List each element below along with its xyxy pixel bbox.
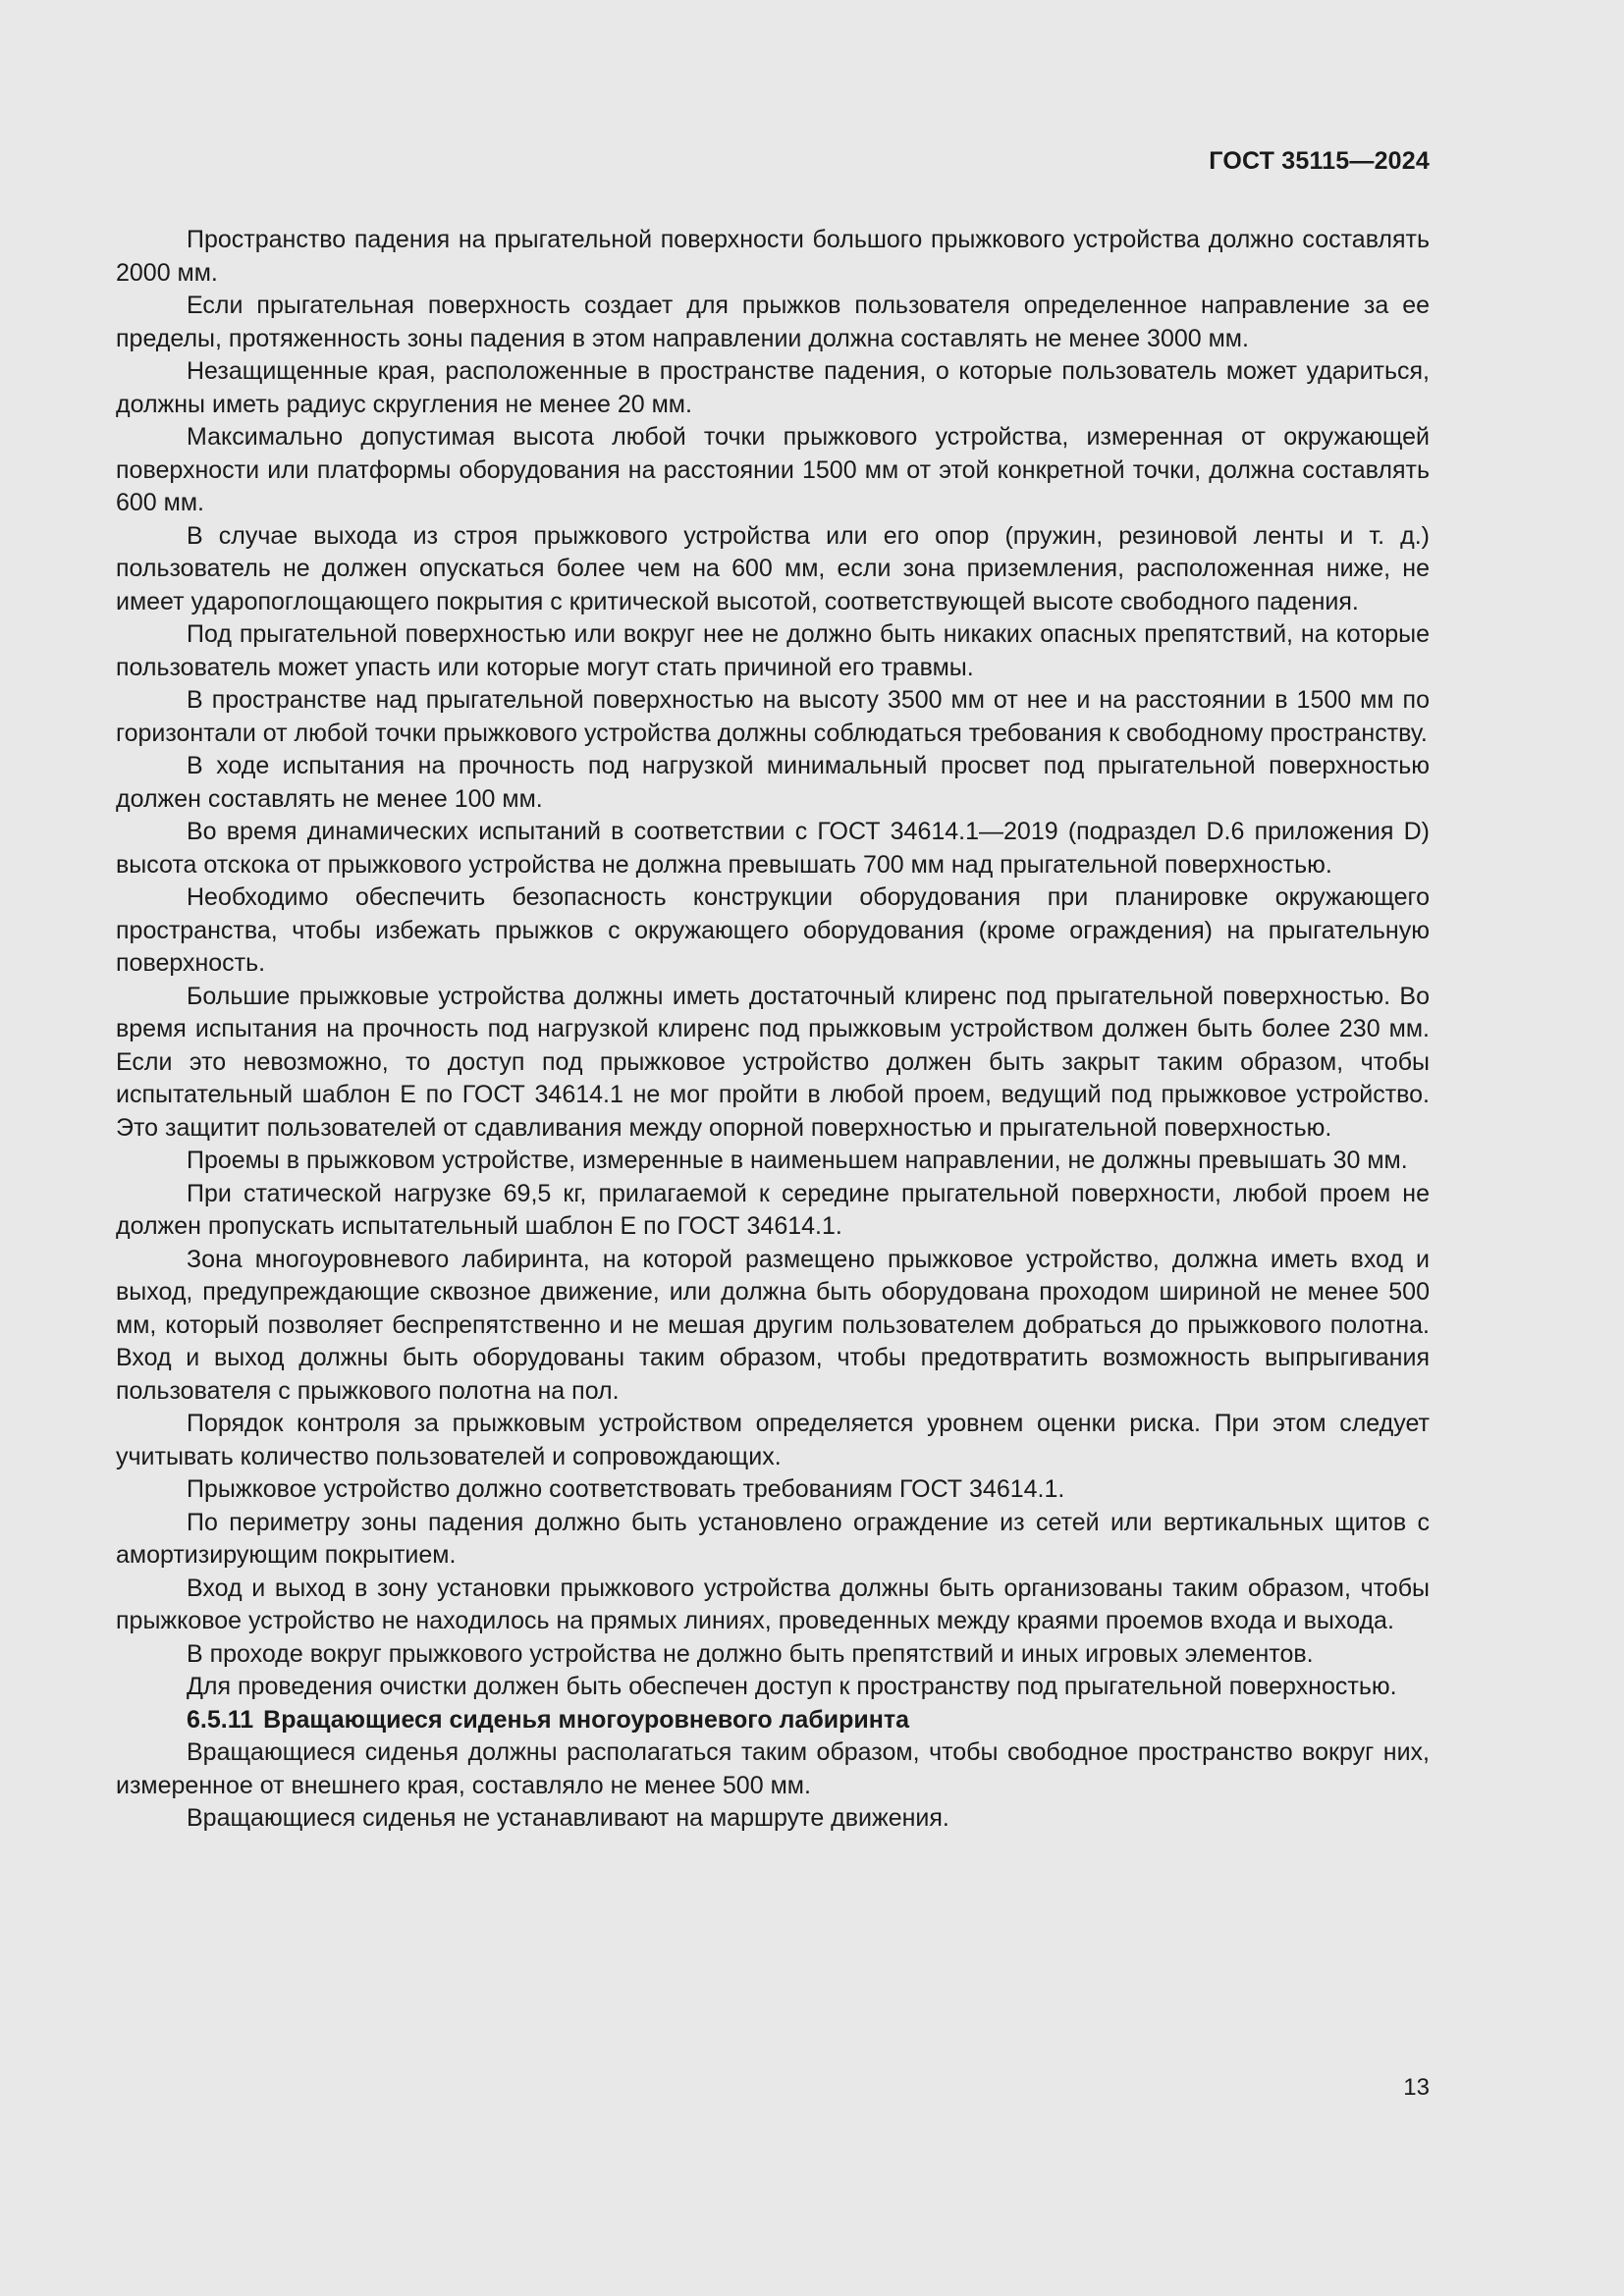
- paragraph-3: Незащищенные края, расположенные в пространстве падения, о которые пользователь может удариться, должны иметь радиус скругления не менее 20 мм.: [116, 357, 1430, 418]
- paragraph-5: В случае выхода из строя прыжкового устройства или его опор (пружин, резиновой ленты и т. д.) пользователь не должен опускаться более чем на 600 мм, если зона приземления, расположенная ниже, не имеет ударопоглощающего покрытия с критической высотой, соответствующей высоте свободного падения.: [116, 521, 1430, 615]
- paragraph-14: Зона многоуровневого лабиринта, на которой размещено прыжковое устройство, должна иметь вход и выход, предупреждающие сквозное движение, или должна быть оборудована проходом шириной не менее 500 мм, который позволяет беспрепятственно и не мешая другим пользователем добраться до прыжкового полотна. Вход и выход должны быть оборудованы таким образом, чтобы предотвратить возможность выпрыгивания пользователя с прыжкового полотна на пол.: [116, 1245, 1430, 1405]
- paragraph-22: Вращающиеся сиденья не устанавливают на маршруте движения.: [187, 1804, 949, 1832]
- document-body: [116, 224, 1430, 1836]
- page-number: 13: [1403, 2074, 1430, 2101]
- paragraph-16: Прыжковое устройство должно соответствовать требованиям ГОСТ 34614.1.: [187, 1475, 1065, 1503]
- paragraph-7: В пространстве над прыгательной поверхностью на высоту 3500 мм от нее и на расстоянии в 1500 мм по горизонтали от любой точки прыжкового устройства должны соблюдаться требования к свободному пространству.: [116, 686, 1430, 747]
- paragraph-8: В ходе испытания на прочность под нагрузкой минимальный просвет под прыгательной поверхностью должен составлять не менее 100 мм.: [116, 752, 1430, 813]
- paragraph-2: Если прыгательная поверхность создает для прыжков пользователя определенное направление за ее пределы, протяженность зоны падения в этом направлении должна составлять не менее 3000 мм.: [116, 292, 1430, 352]
- paragraph-19: В проходе вокруг прыжкового устройства не должно быть препятствий и иных игровых элементов.: [187, 1639, 1314, 1668]
- paragraph-12: Проемы в прыжковом устройстве, измеренные в наименьшем направлении, не должны превышать 30 мм.: [187, 1147, 1408, 1174]
- paragraph-18: Вход и выход в зону установки прыжкового устройства должны быть организованы таким образом, чтобы прыжковое устройство не находилось на прямых линиях, проведенных между краями проемов входа и выхода.: [116, 1574, 1430, 1634]
- section-title: Вращающиеся сиденья многоуровневого лабиринта: [263, 1705, 910, 1734]
- paragraph-15: Порядок контроля за прыжковым устройством определяется уровнем оценки риска. При этом следует учитывать количество пользователей и сопровождающих.: [116, 1410, 1430, 1470]
- paragraph-13: При статической нагрузке 69,5 кг, прилагаемой к середине прыгательной поверхности, любой проем не должен пропускать испытательный шаблон Е по ГОСТ 34614.1.: [116, 1179, 1430, 1240]
- paragraph-17: По периметру зоны падения должно быть установлено ограждение из сетей или вертикальных щитов с амортизирующим покрытием.: [116, 1508, 1430, 1569]
- paragraph-10: Необходимо обеспечить безопасность конструкции оборудования при планировке окружающего пространства, чтобы избежать прыжков с окружающего оборудования (кроме ограждения) на прыгательную поверхность.: [116, 883, 1430, 977]
- document-standard-id: ГОСТ 35115—2024: [1209, 147, 1430, 175]
- paragraph-20: Для проведения очистки должен быть обеспечен доступ к пространству под прыгательной поверхностью.: [187, 1673, 1397, 1700]
- section-number: 6.5.11: [187, 1705, 254, 1734]
- paragraph-11: Большие прыжковые устройства должны иметь достаточный клиренс под прыгательной поверхностью. Во время испытания на прочность под нагрузкой клиренс под прыжковым устройством должен быть более 230 мм. Если это невозможно, то доступ под прыжковое устройство должен быть закрыт таким образом, чтобы испытательный шаблон Е по ГОСТ 34614.1 не мог пройти в любой проем, ведущий под прыжковое устройство. Это защитит пользователей от сдавливания между опорной поверхностью и прыгательной поверхностью.: [116, 982, 1430, 1142]
- paragraph-21: Вращающиеся сиденья должны располагаться таким образом, чтобы свободное пространство вокруг них, измеренное от внешнего края, составляло не менее 500 мм.: [116, 1738, 1430, 1799]
- paragraph-4: Максимально допустимая высота любой точки прыжкового устройства, измеренная от окружающей поверхности или платформы оборудования на расстоянии 1500 мм от этой конкретной точки, должна составлять 600 мм.: [116, 423, 1430, 516]
- section-heading: [116, 1704, 1430, 1737]
- paragraph-6: Под прыгательной поверхностью или вокруг нее не должно быть никаких опасных препятствий, на которые пользователь может упасть или которые могут стать причиной его травмы.: [116, 620, 1430, 681]
- paragraph-1: Пространство падения на прыгательной поверхности большого прыжкового устройства должно составлять 2000 мм.: [116, 226, 1430, 287]
- paragraph-9: Во время динамических испытаний в соответствии с ГОСТ 34614.1—2019 (подраздел D.6 приложения D) высота отскока от прыжкового устройства не должна превышать 700 мм над прыгательной поверхностью.: [116, 818, 1430, 879]
